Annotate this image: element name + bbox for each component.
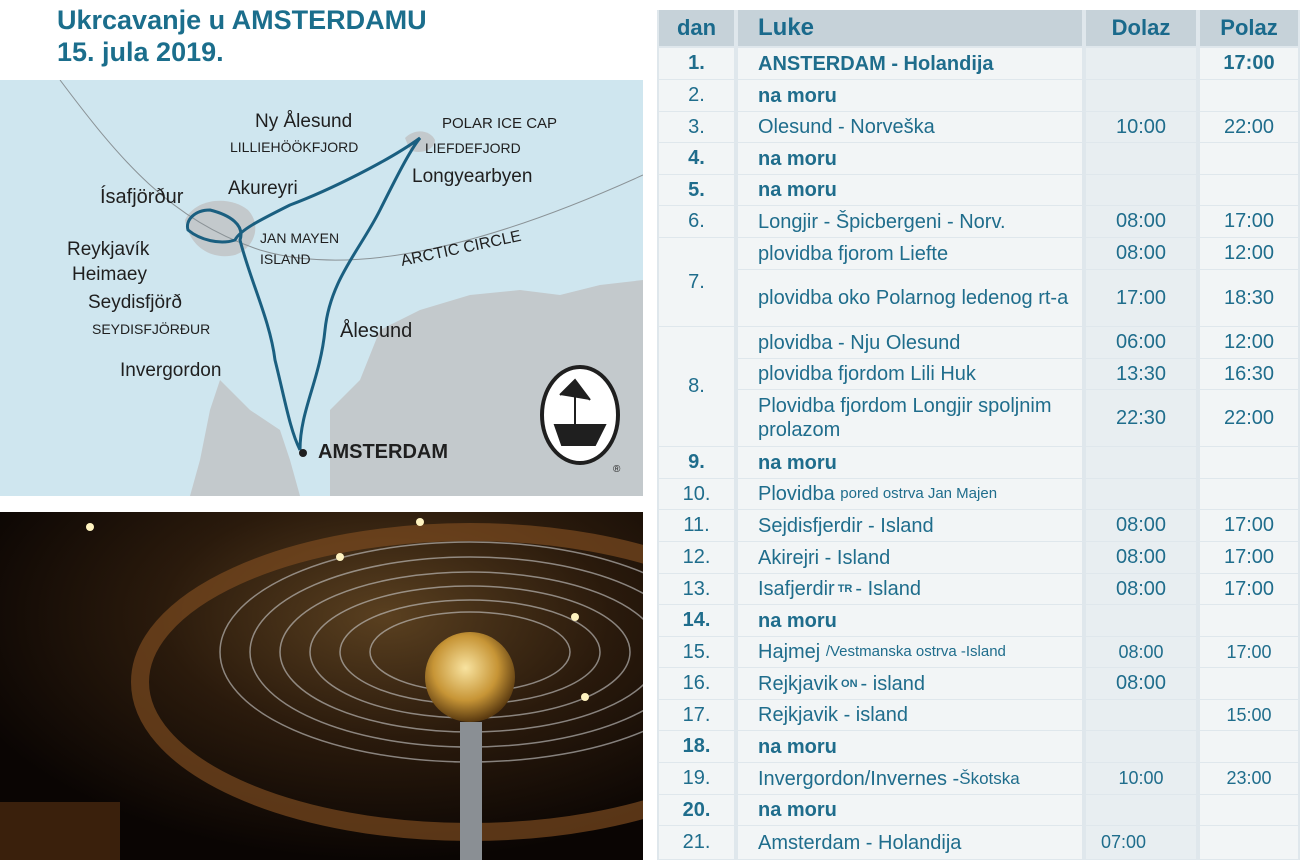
row-dolaz [1086,479,1196,510]
row-dolaz: 08:00 [1086,668,1196,700]
row-polaz [1200,143,1298,175]
row-luke [738,668,1082,700]
row-dolaz: 08:00 [1086,238,1196,270]
route-map [0,80,643,496]
row-polaz: 22:00 [1200,390,1298,447]
row-dolaz [1086,795,1196,826]
title-line-1: Ukrcavanje u AMSTERDAMU [57,5,427,35]
table-row [657,574,1300,605]
row-polaz: 16:30 [1200,359,1298,390]
row-polaz: 17:00 [1200,48,1298,80]
row-dolaz: 06:00 [1086,327,1196,359]
header-dolaz: Dolaz [1086,10,1196,47]
row-dolaz: 08:00 [1086,510,1196,542]
row-dolaz [1086,605,1196,637]
row-polaz: 17:00 [1200,206,1298,238]
table-row [657,605,1300,637]
row-polaz [1200,80,1298,112]
row-dolaz [1086,731,1196,763]
row-dolaz: 08:00 [1086,206,1196,238]
map-label-reykjavik: Reykjavík [67,239,150,260]
row-dolaz [1086,48,1196,80]
row-dan-merged: 8. [659,327,734,447]
row-dan: 5. [659,175,734,206]
table-row [657,112,1300,143]
itinerary-table [657,10,1300,860]
row-dolaz: 08:00 [1086,542,1196,574]
row-polaz [1200,795,1298,826]
row-dolaz: 10:00 [1086,112,1196,143]
row-luke [738,763,1082,795]
row-dan: 6. [659,206,734,238]
row-luke [738,479,1082,510]
row-dolaz: 07:00 [1086,826,1196,860]
row-luke: Plovidba fjordom Longjir spoljnim prolazom [738,390,1082,447]
row-dolaz: 17:00 [1086,270,1196,327]
row-polaz: 12:00 [1200,238,1298,270]
row-luke-small: pored ostrva Jan Majen [840,485,998,502]
row-luke: plovidba fjordom Lili Huk [738,359,1082,390]
row-dan: 19. [659,763,734,795]
row-luke-main: Hajmej [758,641,821,663]
row-dolaz [1086,143,1196,175]
row-dan: 1. [659,48,734,80]
row-dan: 3. [659,112,734,143]
row-dolaz [1086,447,1196,479]
row-dan: 11. [659,510,734,542]
row-polaz: 15:00 [1200,700,1298,731]
row-polaz [1200,605,1298,637]
row-dan: 20. [659,795,734,826]
row-luke: na moru [738,731,1082,763]
row-luke: na moru [738,447,1082,479]
map-label-amsterdam: AMSTERDAM [318,441,448,463]
row-luke: na moru [738,605,1082,637]
row-luke: na moru [738,80,1082,112]
map-label-seydisfjordur: SEYDISFJÖRÐUR [92,321,211,337]
table-row [657,270,1300,327]
row-luke-sup: TR [837,583,853,595]
map-label-invergordon: Invergordon [120,360,222,381]
row-luke: Longjir - Špicbergeni - Norv. [738,206,1082,238]
row-polaz [1200,668,1298,700]
row-polaz: 22:00 [1200,112,1298,143]
registered-mark: ® [613,464,621,475]
map-label-jan-mayen-2: ISLAND [260,251,311,267]
table-row [657,206,1300,238]
table-row [657,143,1300,175]
row-dan: 14. [659,605,734,637]
map-label-alesund: Ålesund [340,320,413,342]
row-polaz: 17:00 [1200,510,1298,542]
header-polaz: Polaz [1200,10,1298,47]
row-dan: 17. [659,700,734,731]
table-row [657,510,1300,542]
table-row [657,731,1300,763]
row-polaz [1200,731,1298,763]
row-dan: 2. [659,80,734,112]
row-luke [738,637,1082,668]
row-polaz: 17:00 [1200,637,1298,668]
map-label-longyearbyen: Longyearbyen [412,166,533,187]
row-polaz: 17:00 [1200,542,1298,574]
table-row [657,359,1300,390]
row-luke: Olesund - Norveška [738,112,1082,143]
row-luke-small: /Vestmanska ostrva -Island [825,643,1006,660]
row-dan: 13. [659,574,734,605]
row-dolaz: 08:00 [1086,574,1196,605]
row-luke-main: Isafjerdir [758,578,835,600]
ship-interior-photo [0,512,643,860]
row-luke-rest: - Island [855,578,921,600]
table-row [657,700,1300,731]
row-luke [738,574,1082,605]
table-row [657,668,1300,700]
table-row [657,80,1300,112]
row-dan: 12. [659,542,734,574]
row-luke: na moru [738,143,1082,175]
row-polaz [1200,479,1298,510]
amsterdam-dot [299,449,307,457]
row-luke: plovidba fjorom Liefte [738,238,1082,270]
table-row [657,763,1300,795]
row-luke: Sejdisfjerdir - Island [738,510,1082,542]
header-dan: dan [659,10,734,47]
row-luke: Amsterdam - Holandija [738,826,1082,860]
table-row [657,826,1300,860]
map-label-ny-alesund: Ny Ålesund [255,111,353,132]
row-polaz [1200,447,1298,479]
title-line-2: 15. jula 2019. [57,37,224,67]
row-luke: Rejkjavik - island [738,700,1082,731]
row-luke: plovidba oko Polarnog ledenog rt-a [738,270,1082,327]
row-dolaz [1086,700,1196,731]
map-label-lilliehook: LILLIEHÖÖKFJORD [230,139,359,155]
row-dan: 15. [659,637,734,668]
row-luke-rest: - island [860,672,926,695]
row-dolaz: 10:00 [1086,763,1196,795]
row-luke: Akirejri - Island [738,542,1082,574]
row-luke: ANSTERDAM - Holandija [738,48,1082,80]
row-dan: 9. [659,447,734,479]
row-dan-merged: 7. [659,238,734,327]
table-row [657,327,1300,359]
row-dolaz: 13:30 [1086,359,1196,390]
row-dan: 4. [659,143,734,175]
row-dan: 10. [659,479,734,510]
table-row [657,795,1300,826]
row-luke: plovidba - Nju Olesund [738,327,1082,359]
table-row [657,637,1300,668]
map-label-arctic-circle: ARCTIC CIRCLE [399,227,523,270]
table-row [657,175,1300,206]
row-luke-sup: ON [841,677,858,690]
row-luke-main: Plovidba [758,483,835,505]
row-polaz: 17:00 [1200,574,1298,605]
cruise-line-logo [542,367,618,463]
row-luke-main: Invergordon/Invernes - [758,767,960,790]
row-luke: na moru [738,175,1082,206]
page-title [57,4,427,68]
row-dan: 16. [659,668,734,700]
row-dan: 21. [659,826,734,860]
table-row [657,238,1300,270]
row-polaz: 23:00 [1200,763,1298,795]
row-polaz [1200,175,1298,206]
row-dolaz: 22:30 [1086,390,1196,447]
table-row [657,542,1300,574]
row-luke-small: Škotska [959,768,1020,788]
row-dolaz: 08:00 [1086,637,1196,668]
row-dolaz [1086,80,1196,112]
table-row [657,390,1300,447]
row-polaz: 18:30 [1200,270,1298,327]
table-header-row [657,10,1300,47]
map-label-polar-ice-cap: POLAR ICE CAP [442,115,558,132]
map-label-seydisfjord: Seydisfjörð [88,292,182,313]
row-luke: na moru [738,795,1082,826]
map-label-isafjordur: Ísafjörður [100,186,184,208]
map-label-heimaey: Heimaey [72,264,147,285]
map-label-liefdefjord: LIEFDEFJORD [425,140,521,156]
table-row [657,48,1300,80]
table-row [657,447,1300,479]
row-dan: 18. [659,731,734,763]
map-label-akureyri: Akureyri [228,178,298,199]
row-polaz: 12:00 [1200,327,1298,359]
row-luke-main: Rejkjavik [758,672,839,695]
row-polaz [1200,826,1298,860]
header-luke: Luke [738,10,1082,47]
table-row [657,479,1300,510]
map-label-jan-mayen-1: JAN MAYEN [260,230,340,246]
row-dolaz [1086,175,1196,206]
